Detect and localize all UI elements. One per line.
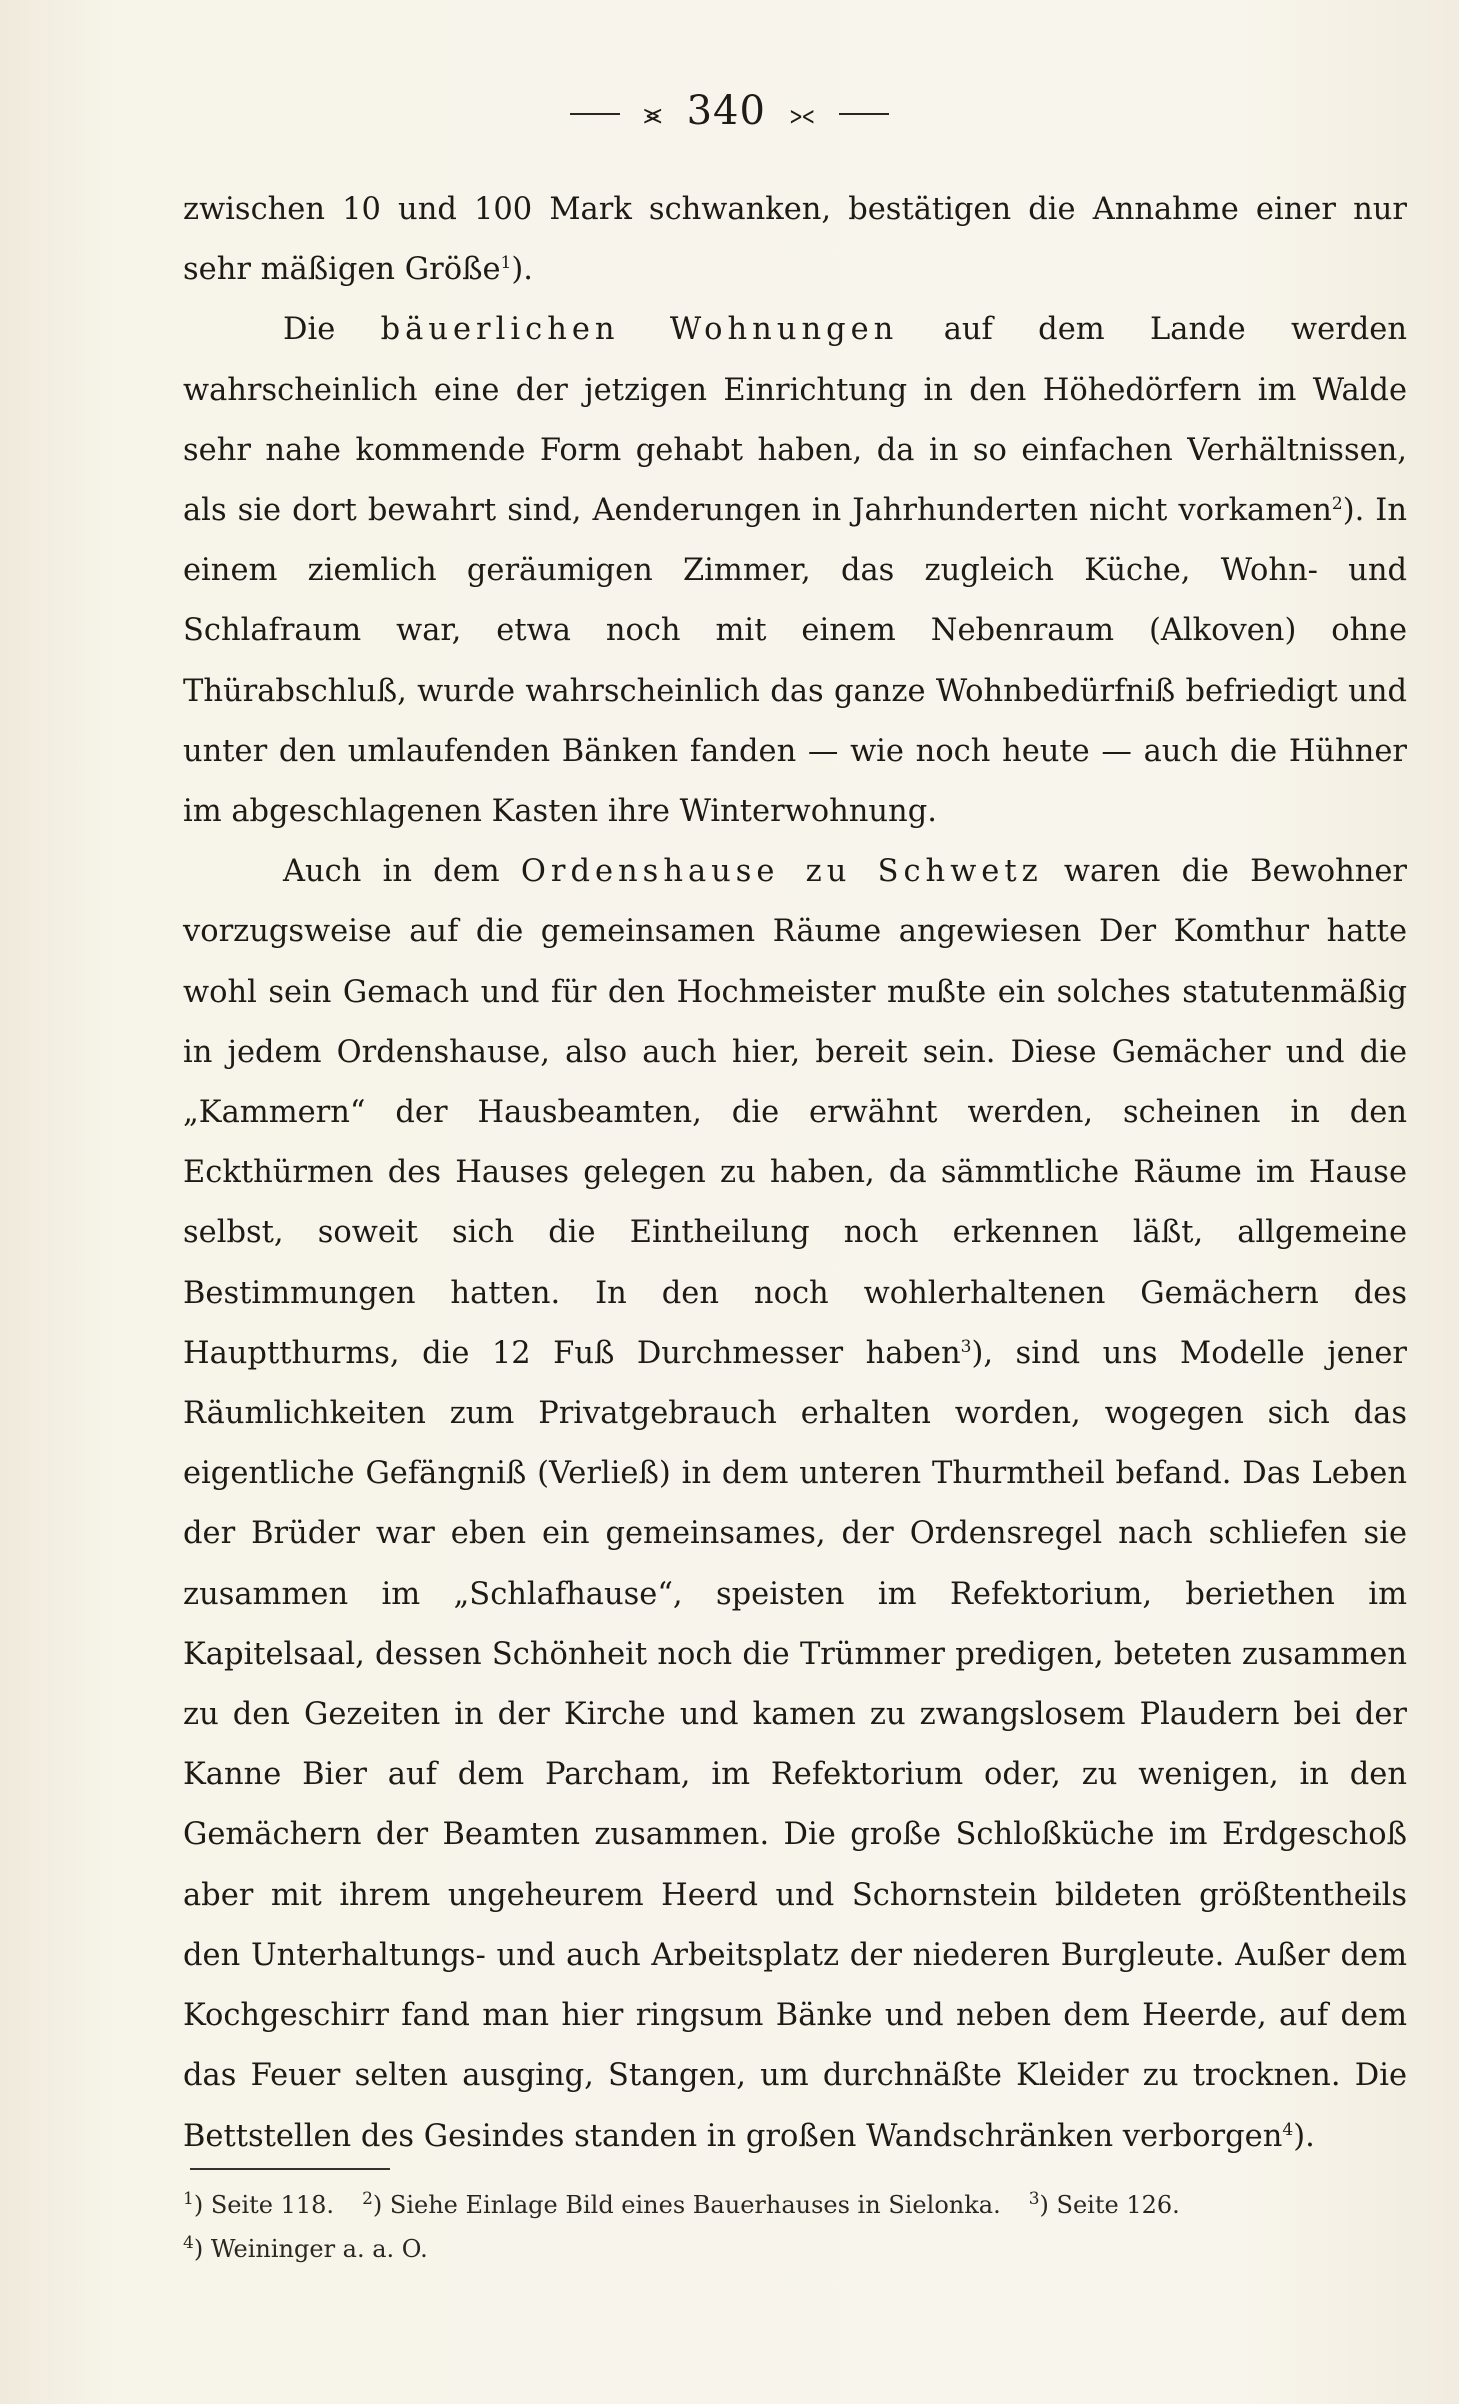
footnote-text: ) Seite 118.: [193, 2191, 335, 2219]
spaced-emphasis: Ordenshause zu Schwetz: [520, 854, 1043, 890]
page-number: 340: [686, 88, 766, 134]
body-text: [183, 180, 1407, 2167]
footnote-mark: 3: [1028, 2189, 1040, 2209]
paragraph: [183, 300, 1407, 842]
header-ornament-left: ⪤: [643, 97, 663, 130]
footnote-line-1: [183, 2183, 1407, 2227]
footnote-reference: 2: [1331, 493, 1343, 514]
header-rule-right: [839, 113, 889, 115]
text-run: auf dem Lande werden wahrscheinlich eine der jetzigen Einrichtung in den Höhedörfern im Walde sehr nahe kommende Form gehabt haben, da in so einfachen Verhältnissen, als sie dort bewahrt sind, Aenderungen in Jahrhunderten nicht vorkamen: [183, 312, 1407, 529]
footnote-mark: 1: [183, 2189, 194, 2209]
text-run: ).: [1293, 2118, 1315, 2154]
footnote-mark: 2: [362, 2189, 373, 2209]
footnote-reference: 1: [500, 253, 512, 274]
footnote-divider: [190, 2168, 390, 2170]
text-run: ). In einem ziemlich geräumigen Zimmer, das zugleich Küche, Wohn- und Schlafraum war, etwa noch mit einem Nebenraum (Alkoven) ohne Thürabschluß, wurde wahrscheinlich das ganze Wohnbedürfniß befriedigt und unter den umlaufenden Bänken fanden — wie noch heute — auch die Hühner im abgeschlagenen Kasten ihre Winterwohnung.: [183, 493, 1407, 830]
header-ornament-right: ⪥: [789, 97, 816, 130]
text-run: ).: [511, 252, 533, 288]
footnote-reference: 4: [1282, 2119, 1294, 2140]
footnote-text: ) Weininger a. a. O.: [193, 2235, 428, 2263]
paragraph: [183, 180, 1407, 300]
footnote-text: ) Siehe Einlage Bild eines Bauerhauses in Sielonka.: [372, 2191, 1001, 2219]
page-header: [0, 88, 1459, 134]
footnote-reference: 3: [960, 1336, 972, 1357]
text-run: Auch in dem: [283, 854, 521, 890]
paragraph: [183, 842, 1407, 2166]
text-run: Die: [283, 312, 381, 348]
footnote-line-2: [183, 2227, 1407, 2271]
footnote-mark: 4: [183, 2233, 194, 2253]
footnotes: [183, 2183, 1407, 2271]
footnote-text: ) Seite 126.: [1039, 2191, 1180, 2219]
spaced-emphasis: bäuerlichen Wohnungen: [380, 312, 899, 348]
header-rule-left: [570, 113, 620, 115]
text-run: waren die Bewohner vorzugsweise auf die gemeinsamen Räume angewiesen Der Komthur hatte wohl sein Gemach und für den Hochmeister mußte ein solches statutenmäßig in jedem Ordenshause, also auch hier, bereit sein. Diese Gemächer und die „Kammern“ der Hausbeamten, die erwähnt werden, scheinen in den Eckthürmen des Hauses gelegen zu haben, da sämmtliche Räume im Hause selbst, soweit sich die Eintheilung noch erkennen läßt, allgemeine Bestimmungen hatten. In den noch wohlerhaltenen Gemächern des Hauptthurms, die 12 Fuß Durchmesser haben: [183, 854, 1407, 1371]
text-run: zwischen 10 und 100 Mark schwanken, bestätigen die Annahme einer nur sehr mäßigen Größe: [183, 192, 1407, 288]
text-run: ), sind uns Modelle jener Räumlichkeiten zum Privatgebrauch erhalten worden, wogegen sich das eigentliche Gefängniß (Verließ) in dem unteren Thurmtheil befand. Das Leben der Brüder war eben ein gemeinsames, der Ordensregel nach schliefen sie zusammen im „Schlafhause“, speisten im Refektorium, beriethen im Kapitelsaal, dessen Schönheit noch die Trümmer predigen, beteten zusammen zu den Gezeiten in der Kirche und kamen zu zwangslosem Plaudern bei der Kanne Bier auf dem Parcham, im Refektorium oder, zu wenigen, in den Gemächern der Beamten zusammen. Die große Schloßküche im Erdgeschoß aber mit ihrem ungeheurem Heerd und Schornstein bildeten größtentheils den Unterhaltungs- und auch Arbeitsplatz der niederen Burgleute. Außer dem Kochgeschirr fand man hier ringsum Bänke und neben dem Heerde, auf dem das Feuer selten ausging, Stangen, um durchnäßte Kleider zu trocknen. Die Bettstellen des Gesindes standen in großen Wandschränken verborgen: [183, 1335, 1407, 2154]
